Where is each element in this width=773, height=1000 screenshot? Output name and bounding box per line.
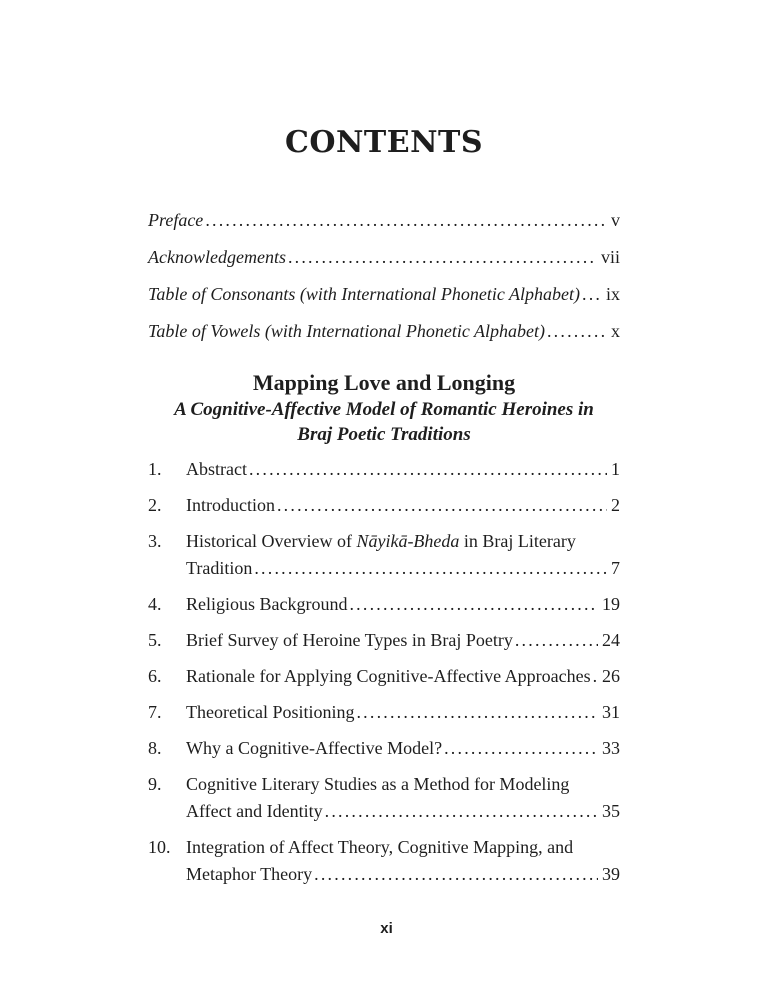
entry-last-line	[186, 861, 620, 888]
entry-body	[186, 699, 620, 726]
toc-entry-row	[148, 699, 620, 726]
entry-text	[186, 456, 247, 483]
entry-number: 10.	[148, 837, 171, 857]
toc-entry-row	[148, 492, 620, 519]
text-segment: Tradition	[186, 558, 253, 578]
text-segment: Theoretical Positioning	[186, 702, 355, 722]
entry-number: 5.	[148, 630, 162, 650]
entry-text	[186, 663, 591, 690]
text-segment: Integration of Affect Theory, Cognitive Mapping, and	[186, 837, 574, 857]
section-heading	[148, 369, 620, 447]
dot-leader	[513, 627, 598, 654]
entry-number: 2.	[148, 495, 162, 515]
front-matter-label: Table of Vowels (with International Phonetic Alphabet)	[148, 321, 545, 341]
dot-leader	[252, 555, 607, 582]
page-number: 31	[602, 702, 620, 722]
page-number: 39	[602, 864, 620, 884]
entry-last-line	[186, 663, 620, 690]
entry-text	[186, 591, 347, 618]
entry-text	[186, 798, 323, 825]
page-number: 35	[602, 801, 620, 821]
entry-body	[186, 492, 620, 519]
entry-number: 3.	[148, 531, 162, 551]
entry-body	[186, 663, 620, 690]
text-segment: Rationale for Applying Cognitive-Affective Approaches	[186, 666, 591, 686]
page-content	[148, 0, 620, 897]
entry-number: 9.	[148, 774, 162, 794]
entry-body	[186, 834, 620, 888]
toc-entry-row	[148, 528, 620, 582]
entry-body	[186, 627, 620, 654]
page-number: 33	[602, 738, 620, 758]
italic-text-segment: Nāyikā-Bheda	[356, 531, 460, 551]
page-number: 26	[602, 666, 620, 686]
dot-leader	[286, 244, 597, 271]
entry-body	[186, 735, 620, 762]
entry-number: 1.	[148, 459, 162, 479]
dot-leader	[275, 492, 607, 519]
toc-entry-row	[148, 627, 620, 654]
text-segment: Cognitive Literary Studies as a Method for Modeling	[186, 774, 570, 794]
text-segment: Brief Survey of Heroine Types in Braj Poetry	[186, 630, 513, 650]
entry-last-line	[186, 555, 620, 582]
front-matter-label: Table of Consonants (with International Phonetic Alphabet)	[148, 284, 580, 304]
entry-last-line	[186, 735, 620, 762]
dot-leader	[442, 735, 598, 762]
page-number: 7	[611, 558, 620, 578]
entry-body	[186, 528, 620, 582]
front-matter-label: Preface	[148, 210, 204, 230]
section-subtitle-line-1: A Cognitive-Affective Model of Romantic Heroines in	[174, 399, 594, 420]
toc-entry-row	[148, 834, 620, 888]
entry-text-line	[186, 771, 620, 798]
page-number: 2	[611, 495, 620, 515]
entry-last-line	[186, 492, 620, 519]
entry-last-line	[186, 699, 620, 726]
entry-last-line	[186, 456, 620, 483]
toc-entry-row	[148, 771, 620, 825]
text-segment: in Braj Literary	[459, 531, 576, 551]
front-matter-row	[148, 281, 620, 308]
entry-text	[186, 861, 312, 888]
page-number: v	[611, 210, 620, 230]
footer-page-number: xi	[380, 920, 393, 937]
toc-entry-row	[148, 591, 620, 618]
entry-body	[186, 771, 620, 825]
page-number: 1	[611, 459, 620, 479]
page-number: vii	[600, 247, 620, 267]
front-matter-row	[148, 244, 620, 271]
text-segment: Affect and Identity	[186, 801, 323, 821]
page-number: 19	[602, 594, 620, 614]
dot-leader	[203, 207, 607, 234]
page-number: ix	[605, 284, 620, 304]
entry-text-line	[186, 528, 620, 555]
toc-entry-row	[148, 735, 620, 762]
front-matter-list	[148, 207, 620, 345]
entry-last-line	[186, 798, 620, 825]
dot-leader	[545, 318, 607, 345]
section-title: Mapping Love and Longing	[252, 370, 516, 395]
dot-leader	[312, 861, 598, 888]
entry-number: 4.	[148, 594, 162, 614]
entry-last-line	[186, 627, 620, 654]
front-matter-row	[148, 318, 620, 345]
page-number: 24	[602, 630, 620, 650]
entry-text	[186, 735, 442, 762]
dot-leader	[580, 281, 602, 308]
dot-leader	[323, 798, 598, 825]
entry-text	[186, 627, 513, 654]
text-segment: Metaphor Theory	[186, 864, 313, 884]
dot-leader	[347, 591, 598, 618]
dot-leader	[247, 456, 607, 483]
entry-number: 6.	[148, 666, 162, 686]
entry-body	[186, 456, 620, 483]
toc-entries-list	[148, 456, 620, 888]
text-segment: Abstract	[186, 459, 247, 479]
entry-last-line	[186, 591, 620, 618]
section-subtitle-line-2: Braj Poetic Traditions	[297, 424, 471, 445]
text-segment: Introduction	[186, 495, 275, 515]
toc-entry-row	[148, 663, 620, 690]
entry-text-line	[186, 834, 620, 861]
entry-number: 8.	[148, 738, 162, 758]
toc-entry-row	[148, 456, 620, 483]
page-title: CONTENTS	[284, 125, 484, 160]
dot-leader	[354, 699, 598, 726]
entry-body	[186, 591, 620, 618]
front-matter-label: Acknowledgements	[148, 247, 286, 267]
dot-leader	[591, 663, 598, 690]
text-segment: Why a Cognitive-Affective Model?	[186, 738, 443, 758]
entry-text	[186, 555, 252, 582]
text-segment: Religious Background	[186, 594, 348, 614]
text-segment: Historical Overview of	[186, 531, 357, 551]
entry-text	[186, 699, 354, 726]
page-number: x	[611, 321, 620, 341]
entry-number: 7.	[148, 702, 162, 722]
entry-text	[186, 492, 275, 519]
front-matter-row	[148, 207, 620, 234]
